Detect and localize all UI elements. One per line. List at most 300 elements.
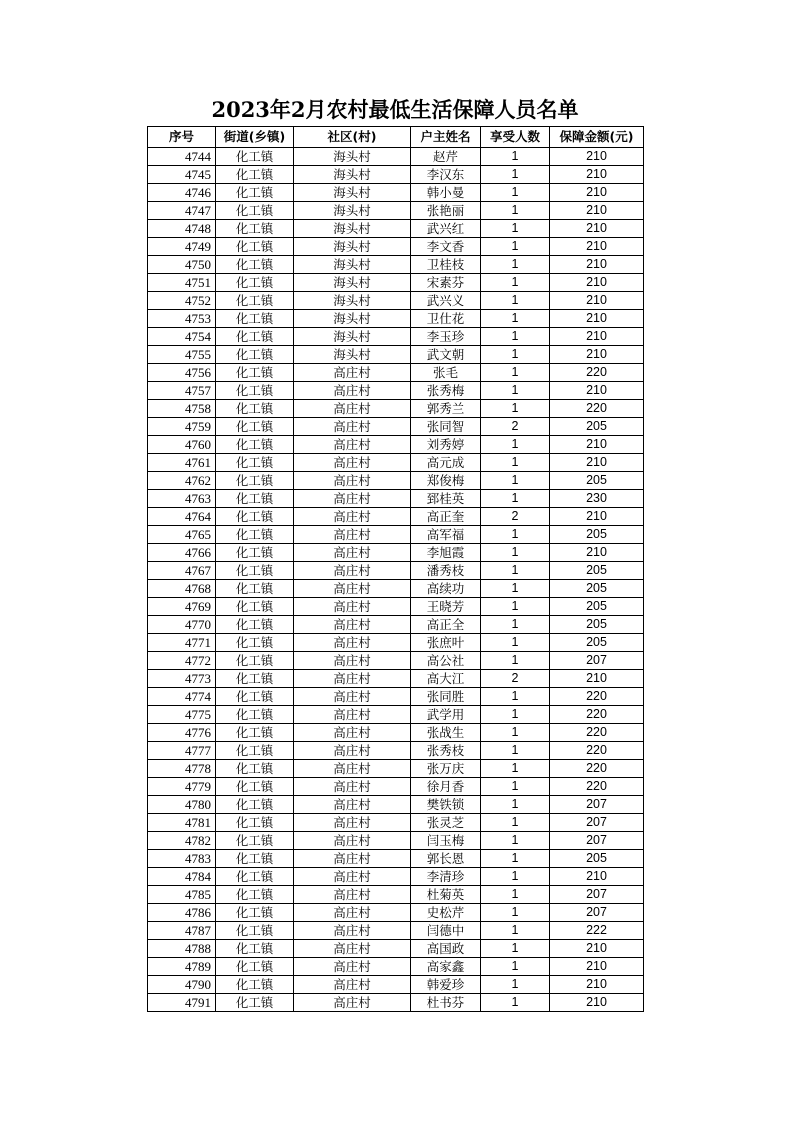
amount-cell: 210 xyxy=(550,166,644,184)
amount-cell: 210 xyxy=(550,976,644,994)
street-cell: 化工镇 xyxy=(216,220,294,238)
table-row xyxy=(148,562,644,580)
table-row xyxy=(148,958,644,976)
table-row xyxy=(148,526,644,544)
serial-cell: 4771 xyxy=(148,634,216,652)
householder-cell: 郭长恩 xyxy=(411,850,481,868)
table-row xyxy=(148,616,644,634)
amount-cell: 210 xyxy=(550,670,644,688)
beneficiaries-cell: 1 xyxy=(481,580,550,598)
householder-cell: 张庶叶 xyxy=(411,634,481,652)
street-cell: 化工镇 xyxy=(216,292,294,310)
amount-cell: 205 xyxy=(550,472,644,490)
householder-cell: 宋素芬 xyxy=(411,274,481,292)
beneficiaries-cell: 2 xyxy=(481,418,550,436)
serial-cell: 4787 xyxy=(148,922,216,940)
serial-cell: 4778 xyxy=(148,760,216,778)
beneficiaries-cell: 1 xyxy=(481,400,550,418)
householder-cell: 闫德中 xyxy=(411,922,481,940)
beneficiaries-cell: 1 xyxy=(481,238,550,256)
beneficiaries-cell: 1 xyxy=(481,436,550,454)
street-cell: 化工镇 xyxy=(216,976,294,994)
householder-cell: 潘秀枝 xyxy=(411,562,481,580)
serial-cell: 4748 xyxy=(148,220,216,238)
householder-cell: 高家鑫 xyxy=(411,958,481,976)
serial-cell: 4752 xyxy=(148,292,216,310)
serial-cell: 4764 xyxy=(148,508,216,526)
community-cell: 海头村 xyxy=(294,202,411,220)
community-cell: 高庄村 xyxy=(294,616,411,634)
table-row xyxy=(148,346,644,364)
serial-cell: 4770 xyxy=(148,616,216,634)
street-cell: 化工镇 xyxy=(216,544,294,562)
serial-cell: 4749 xyxy=(148,238,216,256)
beneficiaries-cell: 2 xyxy=(481,670,550,688)
beneficiaries-cell: 1 xyxy=(481,652,550,670)
street-cell: 化工镇 xyxy=(216,562,294,580)
serial-cell: 4758 xyxy=(148,400,216,418)
householder-cell: 高国政 xyxy=(411,940,481,958)
householder-cell: 张同胜 xyxy=(411,688,481,706)
street-cell: 化工镇 xyxy=(216,202,294,220)
beneficiaries-cell: 1 xyxy=(481,994,550,1012)
householder-cell: 李汉东 xyxy=(411,166,481,184)
street-cell: 化工镇 xyxy=(216,886,294,904)
community-cell: 高庄村 xyxy=(294,544,411,562)
householder-cell: 赵芹 xyxy=(411,148,481,166)
amount-cell: 220 xyxy=(550,400,644,418)
householder-cell: 王晓芳 xyxy=(411,598,481,616)
householder-cell: 张秀枝 xyxy=(411,742,481,760)
serial-cell: 4750 xyxy=(148,256,216,274)
street-cell: 化工镇 xyxy=(216,400,294,418)
community-cell: 高庄村 xyxy=(294,706,411,724)
beneficiaries-cell: 1 xyxy=(481,724,550,742)
street-cell: 化工镇 xyxy=(216,778,294,796)
amount-cell: 210 xyxy=(550,940,644,958)
beneficiaries-cell: 1 xyxy=(481,166,550,184)
community-cell: 高庄村 xyxy=(294,724,411,742)
serial-cell: 4774 xyxy=(148,688,216,706)
householder-cell: 韩小曼 xyxy=(411,184,481,202)
community-cell: 高庄村 xyxy=(294,922,411,940)
community-cell: 高庄村 xyxy=(294,832,411,850)
serial-cell: 4769 xyxy=(148,598,216,616)
community-cell: 高庄村 xyxy=(294,688,411,706)
community-cell: 高庄村 xyxy=(294,508,411,526)
beneficiaries-cell: 1 xyxy=(481,454,550,472)
serial-cell: 4788 xyxy=(148,940,216,958)
beneficiaries-cell: 1 xyxy=(481,346,550,364)
street-cell: 化工镇 xyxy=(216,256,294,274)
community-cell: 高庄村 xyxy=(294,868,411,886)
householder-cell: 张秀梅 xyxy=(411,382,481,400)
column-header-serial: 序号 xyxy=(148,127,216,148)
amount-cell: 205 xyxy=(550,598,644,616)
community-cell: 高庄村 xyxy=(294,904,411,922)
householder-cell: 郑俊梅 xyxy=(411,472,481,490)
street-cell: 化工镇 xyxy=(216,598,294,616)
beneficiaries-cell: 1 xyxy=(481,490,550,508)
table-row xyxy=(148,472,644,490)
householder-cell: 高大江 xyxy=(411,670,481,688)
serial-cell: 4766 xyxy=(148,544,216,562)
table-row xyxy=(148,274,644,292)
householder-cell: 高正奎 xyxy=(411,508,481,526)
table-row xyxy=(148,580,644,598)
street-cell: 化工镇 xyxy=(216,454,294,472)
serial-cell: 4745 xyxy=(148,166,216,184)
column-header-amount: 保障金额(元) xyxy=(550,127,644,148)
householder-cell: 卫仕花 xyxy=(411,310,481,328)
street-cell: 化工镇 xyxy=(216,994,294,1012)
beneficiaries-cell: 1 xyxy=(481,958,550,976)
householder-cell: 李旭霞 xyxy=(411,544,481,562)
table-row xyxy=(148,220,644,238)
amount-cell: 207 xyxy=(550,796,644,814)
amount-cell: 205 xyxy=(550,418,644,436)
community-cell: 高庄村 xyxy=(294,760,411,778)
community-cell: 海头村 xyxy=(294,184,411,202)
table-row xyxy=(148,166,644,184)
beneficiaries-cell: 1 xyxy=(481,706,550,724)
beneficiaries-cell: 1 xyxy=(481,274,550,292)
table-row xyxy=(148,634,644,652)
community-cell: 高庄村 xyxy=(294,562,411,580)
table-row xyxy=(148,436,644,454)
table-row xyxy=(148,670,644,688)
community-cell: 高庄村 xyxy=(294,796,411,814)
community-cell: 高庄村 xyxy=(294,436,411,454)
amount-cell: 210 xyxy=(550,328,644,346)
street-cell: 化工镇 xyxy=(216,310,294,328)
serial-cell: 4763 xyxy=(148,490,216,508)
amount-cell: 222 xyxy=(550,922,644,940)
amount-cell: 207 xyxy=(550,832,644,850)
householder-cell: 刘秀婷 xyxy=(411,436,481,454)
community-cell: 高庄村 xyxy=(294,850,411,868)
amount-cell: 220 xyxy=(550,742,644,760)
beneficiaries-cell: 1 xyxy=(481,868,550,886)
amount-cell: 210 xyxy=(550,202,644,220)
table-row xyxy=(148,238,644,256)
amount-cell: 205 xyxy=(550,580,644,598)
householder-cell: 杜书芬 xyxy=(411,994,481,1012)
amount-cell: 210 xyxy=(550,256,644,274)
serial-cell: 4753 xyxy=(148,310,216,328)
beneficiaries-cell: 1 xyxy=(481,760,550,778)
amount-cell: 210 xyxy=(550,220,644,238)
table-row xyxy=(148,706,644,724)
beneficiaries-cell: 1 xyxy=(481,940,550,958)
community-cell: 高庄村 xyxy=(294,472,411,490)
street-cell: 化工镇 xyxy=(216,688,294,706)
community-cell: 海头村 xyxy=(294,148,411,166)
street-cell: 化工镇 xyxy=(216,382,294,400)
amount-cell: 210 xyxy=(550,868,644,886)
street-cell: 化工镇 xyxy=(216,274,294,292)
street-cell: 化工镇 xyxy=(216,868,294,886)
community-cell: 高庄村 xyxy=(294,364,411,382)
community-cell: 高庄村 xyxy=(294,418,411,436)
table-row xyxy=(148,760,644,778)
community-cell: 高庄村 xyxy=(294,652,411,670)
householder-cell: 武兴义 xyxy=(411,292,481,310)
householder-cell: 高元成 xyxy=(411,454,481,472)
householder-cell: 李玉珍 xyxy=(411,328,481,346)
community-cell: 高庄村 xyxy=(294,454,411,472)
community-cell: 高庄村 xyxy=(294,400,411,418)
beneficiaries-cell: 1 xyxy=(481,544,550,562)
amount-cell: 210 xyxy=(550,346,644,364)
street-cell: 化工镇 xyxy=(216,760,294,778)
table-row xyxy=(148,328,644,346)
street-cell: 化工镇 xyxy=(216,328,294,346)
amount-cell: 220 xyxy=(550,364,644,382)
beneficiaries-cell: 1 xyxy=(481,382,550,400)
amount-cell: 220 xyxy=(550,688,644,706)
householder-cell: 樊铁锁 xyxy=(411,796,481,814)
table-row xyxy=(148,904,644,922)
serial-cell: 4775 xyxy=(148,706,216,724)
householder-cell: 武兴红 xyxy=(411,220,481,238)
community-cell: 高庄村 xyxy=(294,778,411,796)
community-cell: 高庄村 xyxy=(294,598,411,616)
table-header-row xyxy=(148,127,644,148)
street-cell: 化工镇 xyxy=(216,922,294,940)
beneficiaries-cell: 1 xyxy=(481,310,550,328)
beneficiaries-cell: 1 xyxy=(481,796,550,814)
serial-cell: 4780 xyxy=(148,796,216,814)
serial-cell: 4757 xyxy=(148,382,216,400)
street-cell: 化工镇 xyxy=(216,364,294,382)
serial-cell: 4790 xyxy=(148,976,216,994)
amount-cell: 210 xyxy=(550,184,644,202)
serial-cell: 4786 xyxy=(148,904,216,922)
table-row xyxy=(148,382,644,400)
amount-cell: 210 xyxy=(550,274,644,292)
table-row xyxy=(148,364,644,382)
amount-cell: 220 xyxy=(550,778,644,796)
street-cell: 化工镇 xyxy=(216,742,294,760)
column-header-householder: 户主姓名 xyxy=(411,127,481,148)
serial-cell: 4762 xyxy=(148,472,216,490)
table-row xyxy=(148,850,644,868)
community-cell: 高庄村 xyxy=(294,886,411,904)
table-body xyxy=(148,148,644,1012)
street-cell: 化工镇 xyxy=(216,526,294,544)
beneficiaries-cell: 1 xyxy=(481,328,550,346)
beneficiaries-cell: 1 xyxy=(481,814,550,832)
table-row xyxy=(148,778,644,796)
community-cell: 海头村 xyxy=(294,310,411,328)
amount-cell: 210 xyxy=(550,238,644,256)
beneficiaries-cell: 1 xyxy=(481,292,550,310)
street-cell: 化工镇 xyxy=(216,238,294,256)
street-cell: 化工镇 xyxy=(216,814,294,832)
serial-cell: 4754 xyxy=(148,328,216,346)
serial-cell: 4784 xyxy=(148,868,216,886)
table-row xyxy=(148,922,644,940)
serial-cell: 4765 xyxy=(148,526,216,544)
serial-cell: 4773 xyxy=(148,670,216,688)
table-row xyxy=(148,724,644,742)
table-row xyxy=(148,598,644,616)
householder-cell: 徐月香 xyxy=(411,778,481,796)
amount-cell: 205 xyxy=(550,616,644,634)
beneficiaries-cell: 1 xyxy=(481,472,550,490)
community-cell: 高庄村 xyxy=(294,742,411,760)
table-row xyxy=(148,400,644,418)
amount-cell: 210 xyxy=(550,994,644,1012)
community-cell: 海头村 xyxy=(294,238,411,256)
beneficiaries-cell: 1 xyxy=(481,526,550,544)
table-row xyxy=(148,148,644,166)
community-cell: 高庄村 xyxy=(294,958,411,976)
householder-cell: 史松芹 xyxy=(411,904,481,922)
serial-cell: 4751 xyxy=(148,274,216,292)
beneficiaries-cell: 2 xyxy=(481,508,550,526)
amount-cell: 220 xyxy=(550,724,644,742)
beneficiaries-cell: 1 xyxy=(481,688,550,706)
community-cell: 高庄村 xyxy=(294,940,411,958)
page-title: 2023年2月农村最低生活保障人员名单 xyxy=(211,97,579,122)
table-row xyxy=(148,202,644,220)
street-cell: 化工镇 xyxy=(216,508,294,526)
table-row xyxy=(148,814,644,832)
table-row xyxy=(148,652,644,670)
householder-cell: 郭秀兰 xyxy=(411,400,481,418)
street-cell: 化工镇 xyxy=(216,346,294,364)
community-cell: 海头村 xyxy=(294,292,411,310)
street-cell: 化工镇 xyxy=(216,580,294,598)
community-cell: 海头村 xyxy=(294,328,411,346)
serial-cell: 4785 xyxy=(148,886,216,904)
street-cell: 化工镇 xyxy=(216,166,294,184)
householder-cell: 郅桂英 xyxy=(411,490,481,508)
householder-cell: 高续功 xyxy=(411,580,481,598)
householder-cell: 高公社 xyxy=(411,652,481,670)
beneficiaries-cell: 1 xyxy=(481,742,550,760)
beneficiaries-cell: 1 xyxy=(481,976,550,994)
street-cell: 化工镇 xyxy=(216,670,294,688)
serial-cell: 4789 xyxy=(148,958,216,976)
beneficiaries-cell: 1 xyxy=(481,220,550,238)
serial-cell: 4759 xyxy=(148,418,216,436)
street-cell: 化工镇 xyxy=(216,490,294,508)
street-cell: 化工镇 xyxy=(216,652,294,670)
street-cell: 化工镇 xyxy=(216,940,294,958)
amount-cell: 210 xyxy=(550,508,644,526)
beneficiaries-cell: 1 xyxy=(481,634,550,652)
householder-cell: 张万庆 xyxy=(411,760,481,778)
community-cell: 高庄村 xyxy=(294,976,411,994)
householder-cell: 李清珍 xyxy=(411,868,481,886)
householder-cell: 张毛 xyxy=(411,364,481,382)
householder-cell: 张灵芝 xyxy=(411,814,481,832)
serial-cell: 4744 xyxy=(148,148,216,166)
community-cell: 海头村 xyxy=(294,166,411,184)
amount-cell: 210 xyxy=(550,544,644,562)
community-cell: 高庄村 xyxy=(294,580,411,598)
amount-cell: 230 xyxy=(550,490,644,508)
table-row xyxy=(148,508,644,526)
amount-cell: 207 xyxy=(550,652,644,670)
serial-cell: 4781 xyxy=(148,814,216,832)
amount-cell: 207 xyxy=(550,814,644,832)
community-cell: 海头村 xyxy=(294,256,411,274)
column-header-beneficiaries: 享受人数 xyxy=(481,127,550,148)
beneficiaries-cell: 1 xyxy=(481,202,550,220)
serial-cell: 4777 xyxy=(148,742,216,760)
table-row xyxy=(148,418,644,436)
street-cell: 化工镇 xyxy=(216,706,294,724)
community-cell: 高庄村 xyxy=(294,994,411,1012)
beneficiaries-cell: 1 xyxy=(481,598,550,616)
amount-cell: 210 xyxy=(550,454,644,472)
community-cell: 高庄村 xyxy=(294,382,411,400)
street-cell: 化工镇 xyxy=(216,850,294,868)
serial-cell: 4761 xyxy=(148,454,216,472)
amount-cell: 207 xyxy=(550,886,644,904)
amount-cell: 205 xyxy=(550,850,644,868)
street-cell: 化工镇 xyxy=(216,472,294,490)
street-cell: 化工镇 xyxy=(216,148,294,166)
amount-cell: 220 xyxy=(550,706,644,724)
community-cell: 高庄村 xyxy=(294,634,411,652)
beneficiaries-cell: 1 xyxy=(481,922,550,940)
amount-cell: 210 xyxy=(550,436,644,454)
amount-cell: 210 xyxy=(550,382,644,400)
householder-cell: 高军福 xyxy=(411,526,481,544)
serial-cell: 4767 xyxy=(148,562,216,580)
community-cell: 高庄村 xyxy=(294,670,411,688)
householder-cell: 杜菊英 xyxy=(411,886,481,904)
householder-cell: 高正全 xyxy=(411,616,481,634)
beneficiaries-cell: 1 xyxy=(481,364,550,382)
beneficiaries-cell: 1 xyxy=(481,616,550,634)
table-row xyxy=(148,688,644,706)
amount-cell: 207 xyxy=(550,904,644,922)
beneficiaries-cell: 1 xyxy=(481,256,550,274)
street-cell: 化工镇 xyxy=(216,634,294,652)
table-row xyxy=(148,976,644,994)
table-row xyxy=(148,994,644,1012)
serial-cell: 4772 xyxy=(148,652,216,670)
amount-cell: 210 xyxy=(550,310,644,328)
beneficiaries-cell: 1 xyxy=(481,850,550,868)
table-row xyxy=(148,184,644,202)
serial-cell: 4747 xyxy=(148,202,216,220)
amount-cell: 210 xyxy=(550,958,644,976)
community-cell: 海头村 xyxy=(294,274,411,292)
beneficiaries-cell: 1 xyxy=(481,148,550,166)
householder-cell: 闫玉梅 xyxy=(411,832,481,850)
serial-cell: 4760 xyxy=(148,436,216,454)
householder-cell: 李文香 xyxy=(411,238,481,256)
beneficiaries-cell: 1 xyxy=(481,778,550,796)
street-cell: 化工镇 xyxy=(216,832,294,850)
roster-table xyxy=(147,126,644,1012)
community-cell: 海头村 xyxy=(294,346,411,364)
householder-cell: 卫桂枝 xyxy=(411,256,481,274)
beneficiaries-cell: 1 xyxy=(481,832,550,850)
community-cell: 海头村 xyxy=(294,220,411,238)
serial-cell: 4783 xyxy=(148,850,216,868)
amount-cell: 220 xyxy=(550,760,644,778)
street-cell: 化工镇 xyxy=(216,958,294,976)
table-row xyxy=(148,796,644,814)
